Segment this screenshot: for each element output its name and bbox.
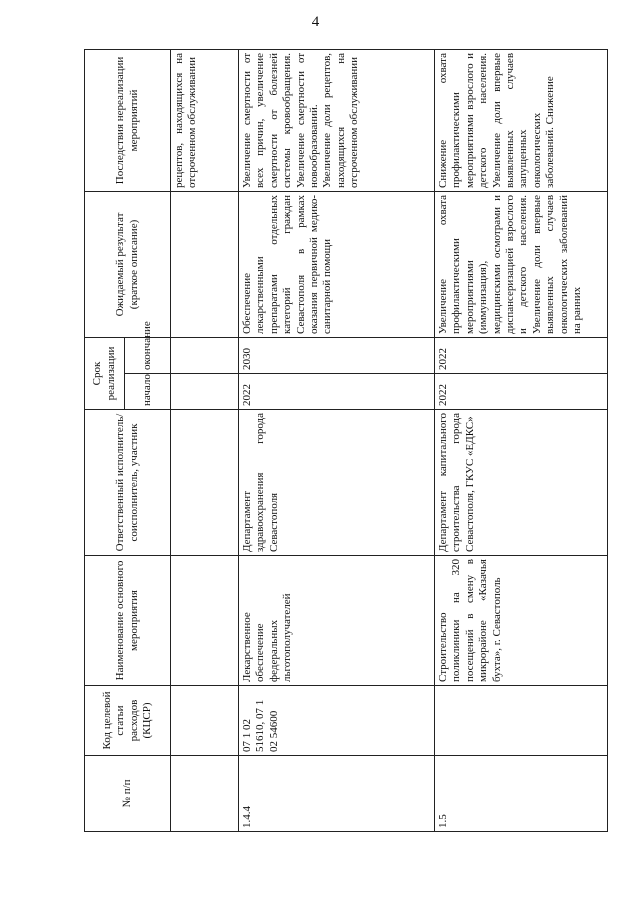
cell-start: 2022 bbox=[239, 374, 435, 410]
header-period: Срок реализации bbox=[85, 337, 125, 409]
table-row bbox=[239, 49, 435, 831]
measures-table bbox=[84, 49, 608, 832]
cell-consequences: Снижение охвата профилактическими мероприятиями взрослого и детского населения. Увеличение доли впервые выявленных случаев запущенных онкологических заболеваний. Снижение bbox=[435, 49, 608, 191]
cell-result bbox=[171, 191, 239, 337]
cell-end: 2030 bbox=[239, 337, 435, 373]
header-consequences: Последствия нереализации мероприятий bbox=[85, 49, 171, 191]
rotated-table-container bbox=[84, 50, 608, 832]
cell-responsible bbox=[171, 410, 239, 556]
cell-start: 2022 bbox=[435, 374, 608, 410]
cell-end: 2022 bbox=[435, 337, 608, 373]
cell-kcsr bbox=[435, 686, 608, 756]
cell-responsible: Департамент капитального строительства города Севастополя, ГКУС «ЕДКС» bbox=[435, 410, 608, 556]
cell-kcsr bbox=[171, 686, 239, 756]
cell-num: 1.5 bbox=[435, 756, 608, 832]
cell-result: Обеспечение лекарственными препаратами отдельных категорий граждан Севастополя в рамках оказания первичной медико-санитарной помощи bbox=[239, 191, 435, 337]
cell-num: 1.4.4 bbox=[239, 756, 435, 832]
header-end: окончание bbox=[125, 337, 171, 373]
table-row bbox=[435, 49, 608, 831]
header-start: начало bbox=[125, 374, 171, 410]
cell-result: Увеличение охвата профилактическими мероприятиями (иммунизация), медицинскими осмотрами и диспансеризацией взрослого и детского населения. Увеличение доли впервые выявленных случаев онкологических заболеваний на ранних bbox=[435, 191, 608, 337]
cell-end bbox=[171, 337, 239, 373]
page-number: 4 bbox=[311, 14, 320, 30]
cell-start bbox=[171, 374, 239, 410]
header-name: Наименование основного мероприятия bbox=[85, 556, 171, 686]
header-result: Ожидаемый результат (краткое описание) bbox=[85, 191, 171, 337]
cell-consequences: рецептов, находящихся на отсроченном обслуживании bbox=[171, 49, 239, 191]
cell-responsible: Департамент здравоохранения города Севастополя bbox=[239, 410, 435, 556]
header-kcsr: Код целевой статьи расходов (КЦСР) bbox=[85, 686, 171, 756]
header-responsible: Ответственный исполнитель/соисполнитель, участник bbox=[85, 410, 171, 556]
cell-num bbox=[171, 756, 239, 832]
cell-consequences: Увеличение смертности от всех причин, увеличение смертности от болезней системы кровообращения. Увеличение смертности от новообразований. Увеличение доли рецептов, находящихся на отсроченном обслуживании bbox=[239, 49, 435, 191]
cell-kcsr: 07 1 02 51610, 07 1 02 54600 bbox=[239, 686, 435, 756]
cell-name: Лекарственное обеспечение федеральных льготополучателей bbox=[239, 556, 435, 686]
cell-name: Строительство поликлиники на 320 посещений в смену в микрорайоне «Казачья бухта», г. Севастополь bbox=[435, 556, 608, 686]
header-num: № п/п bbox=[85, 756, 171, 832]
table-row bbox=[171, 49, 239, 831]
cell-name bbox=[171, 556, 239, 686]
